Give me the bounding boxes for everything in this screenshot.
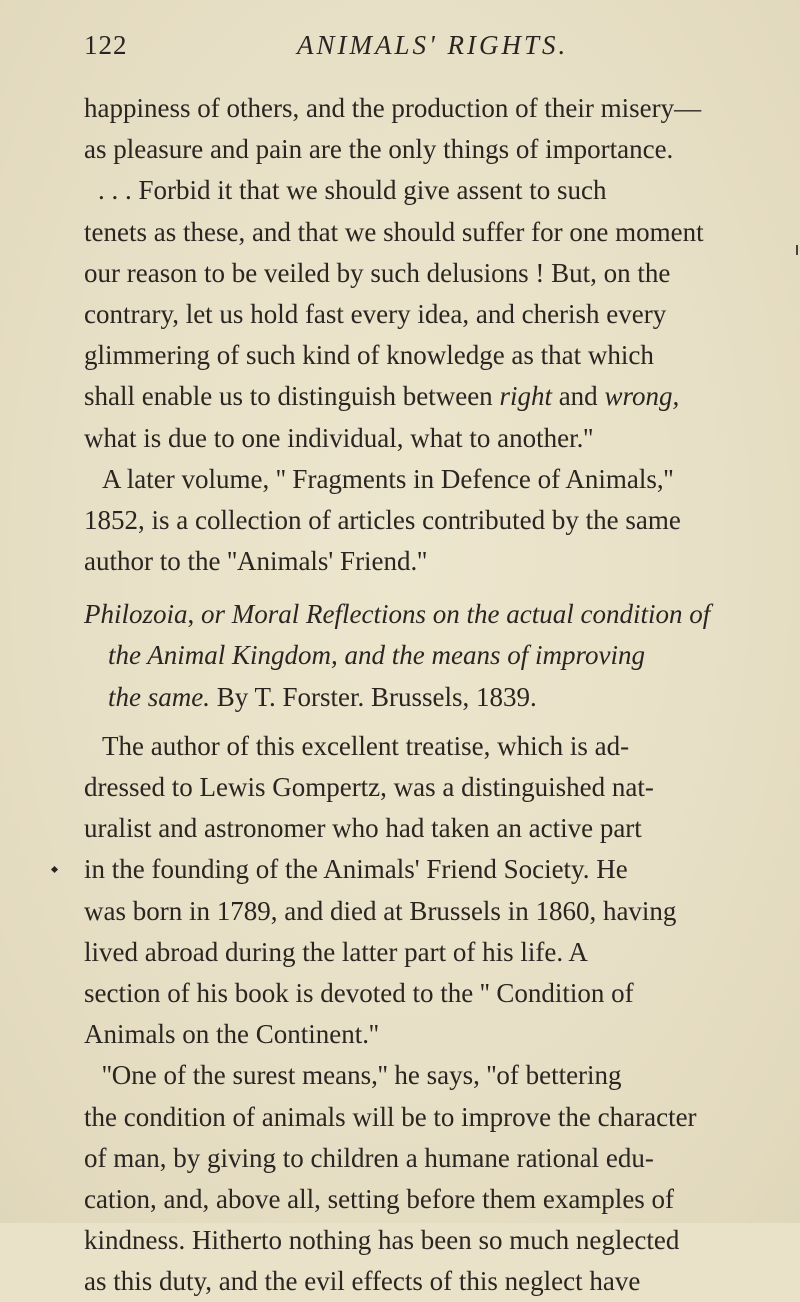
page-header: [84, 30, 774, 70]
margin-tick: [796, 245, 798, 255]
text-span: shall enable us to distinguish between: [84, 381, 500, 412]
text-line: The author of this excellent treatise, which is ad-: [102, 730, 630, 761]
text-line: as this duty, and the evil effects of this neglect have: [84, 1266, 641, 1297]
margin-speck: [51, 866, 58, 873]
heading-line: [84, 677, 794, 718]
text-line: our reason to be veiled by such delusions ! But, on the: [84, 257, 671, 288]
text-line: author to the ''Animals' Friend.'': [84, 546, 428, 577]
spacer: [84, 582, 794, 594]
text-line: was born in 1789, and died at Brussels in 1860, having: [84, 895, 677, 926]
text-line: 1852, is a collection of articles contributed by the same: [84, 504, 681, 535]
text-line: happiness of others, and the production of their misery—: [84, 93, 702, 123]
book-subtitle-end: the same.: [108, 681, 210, 712]
running-title: ANIMALS' RIGHTS.: [297, 30, 569, 60]
text-span: and: [551, 381, 605, 412]
text-line: contrary, let us hold fast every idea, and cherish every: [84, 298, 667, 329]
heading-line: the Animal Kingdom, and the means of improving: [108, 640, 645, 671]
text-line: in the founding of the Animals' Friend Society. He: [84, 854, 628, 885]
spacer: [84, 718, 794, 726]
text-line: cation, and, above all, setting before them examples of: [84, 1183, 675, 1214]
book-subtitle: Moral Reflections on the actual condition of: [231, 599, 711, 630]
text-span: ,: [187, 599, 202, 630]
text-line: ''One of the surest means,'' he says, ''of bettering: [102, 1060, 622, 1091]
italic-word-right: right: [499, 381, 552, 412]
text-line: kindness. Hitherto nothing has been so much neglected: [84, 1225, 680, 1256]
italic-word-wrong: wrong,: [604, 381, 680, 412]
book-title: Philozoia: [84, 599, 188, 630]
heading-line: [84, 594, 794, 635]
text-span: or: [201, 599, 226, 630]
text-line: lived abroad during the latter part of his life. A: [84, 936, 588, 967]
text-line: glimmering of such kind of knowledge as that which: [84, 340, 654, 371]
text-line: uralist and astronomer who had taken an active part: [84, 813, 642, 844]
text-line: [84, 376, 794, 417]
book-author-place-date: By T. Forster. Brussels, 1839.: [209, 681, 537, 712]
text-line: dressed to Lewis Gompertz, was a distinguished nat-: [84, 772, 654, 802]
text-line: of man, by giving to children a humane rational edu-: [84, 1142, 654, 1173]
text-line: tenets as these, and that we should suffer for one moment: [84, 216, 704, 247]
text-line: the condition of animals will be to improve the character: [84, 1101, 697, 1132]
text-line: as pleasure and pain are the only things of importance.: [84, 134, 674, 165]
page-body: [84, 88, 794, 1302]
text-line: A later volume, '' Fragments in Defence of Animals,'': [102, 463, 674, 494]
page-number: 122: [84, 30, 128, 60]
text-line: section of his book is devoted to the '' Condition of: [84, 977, 634, 1008]
text-span: [225, 599, 232, 629]
text-line: Animals on the Continent.'': [84, 1019, 379, 1050]
text-line: what is due to one individual, what to another.'': [84, 422, 594, 453]
text-line: . . . Forbid it that we should give assent to such: [98, 175, 607, 206]
